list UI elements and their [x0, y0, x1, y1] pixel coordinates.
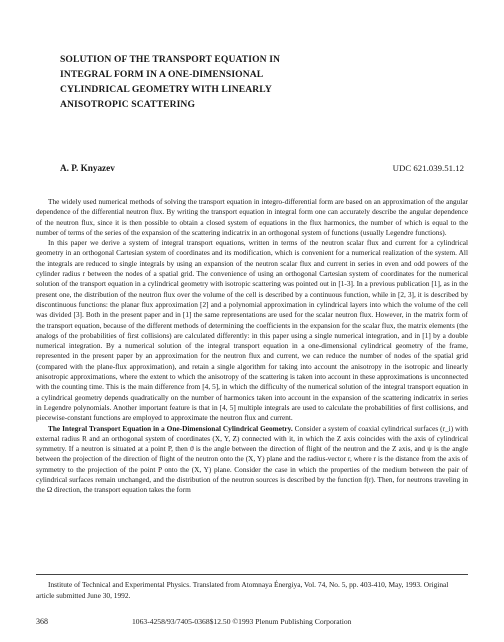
- issn-copyright-line: 1063-4258/93/7405-0368$12.50 ©1993 Plenum Publishing Corporation: [132, 617, 352, 626]
- section-heading: The Integral Transport Equation in a One-Dimensional Cylindrical Geometry.: [48, 423, 293, 433]
- paper-title: [60, 52, 380, 112]
- footnote: Institute of Technical and Experimental Physics. Translated from Atomnaya Énergiya, Vol. 74, No. 5, pp. 403-410, May, 1993. Original article submitted June 30, 1992.: [36, 580, 449, 600]
- title-line: SOLUTION OF THE TRANSPORT EQUATION IN: [60, 54, 281, 65]
- author-name: A. P. Knyazev: [60, 163, 115, 173]
- footnote-divider: [36, 574, 468, 575]
- section-text: Consider a system of coaxial cylindrical surfaces (r_i) with external radius R and an orthogonal system of coordinates (X, Y, Z) connected with it, in which the Z axis coincides with the axis of cylindrical symmetry. If a neutron is situated at a point P, then ϑ is the angle between the direction of flight of the neutron and the Z axis, and ψ is the angle between the projection of the direction of flight of the neutron onto the (X, Y) plane and the radius-vector r, where r is the distance from the axis of symmetry to the projection of the point P onto the (X, Y) plane. Consider the case in which the properties of the medium between the pair of cylindrical surfaces remain unchanged, and the distribution of the neutron sources is described by the function f(r). Then, for neutrons traveling in the Ω direction, the transport equation takes the form: [36, 423, 469, 495]
- title-line: ANISOTROPIC SCATTERING: [60, 99, 196, 110]
- section-paragraph: [36, 424, 468, 496]
- page-number: 368: [36, 617, 48, 626]
- body-paragraph: The widely used numerical methods of solving the transport equation in integro-differential form are based on an approximation of the angular dependence of the differential neutron flux. By writing the transport equation in integral form one can accurately describe the angular dependence of the neutron flux, since it is then possible to obtain a closed system of equations in the flux harmonics, the number of which is equal to the number of terms of the series of the expansion of the scattering indicatrix in an orthogonal system of functions (usually Legendre functions).: [36, 197, 468, 237]
- body-paragraph: In this paper we derive a system of integral transport equations, written in terms of the neutron scalar flux and current for a cylindrical geometry in an orthogonal Cartesian system of coordinates and its modification, which is convenient for a numerical realization of the system. All the integrals are reduced to single integrals by using an expansion of the neutron scalar flux and current in series in even and odd powers of the cylinder radius r between the nodes of a spatial grid. The convenience of using an orthogonal Cartesian system of coordinates for the numerical solution of the transport equation in a cylindrical geometry with isotropic scattering was pointed out in [1-3]. In a previous publication [1], as in the present one, the distribution of the neutron flux over the volume of the cell is described by a continuous function, while in [2, 3], it is described by discontinuous functions: the planar flux approximation [2] and a polynomial approximation in cylindrical layers into which the volume of the cell was divided [3]. Both in the present paper and in [1] the same representations are used for the scalar neutron flux. However, in the matrix form of the transport equation, because of the different methods of determining the coefficients in the expansion for the scalar flux, the matrix elements (the analogs of the probabilities of first collisions) are calculated differently: in this paper using a single numerical integration, and in [1] by a double numerical integration. By a numerical solution of the integral transport equation in a one-dimensional cylindrical geometry of the frame, represented in the present paper by an approximation for the neutron flux and current, we can reduce the number of nodes of the spatial grid (compared with the plane-flux approximation), and retain a single algorithm for taking into account the anisotropy in the isotropic and linearly anisotropic approximations, where the extent to which the anisotropy of the scattering is taken into account in these approximations is unconnected with the counting time. This is the main difference from [4, 5], in which the difficulty of the numerical solution of the integral transport equation in a cylindrical geometry depends quadratically on the number of harmonics taken into account in the expansion of the scattering indicatrix in series in Legendre polynomials. Another important feature is that in [4, 5] multiple integrals are used to calculate the probabilities of first collisions, and piecewise-constant functions are employed to approximate the neutron flux and current.: [36, 238, 468, 423]
- title-line: INTEGRAL FORM IN A ONE-DIMENSIONAL: [60, 69, 264, 80]
- udc-code: UDC 621.039.51.12: [392, 163, 464, 173]
- title-line: CYLINDRICAL GEOMETRY WITH LINEARLY: [60, 84, 272, 95]
- article-body: [36, 197, 468, 496]
